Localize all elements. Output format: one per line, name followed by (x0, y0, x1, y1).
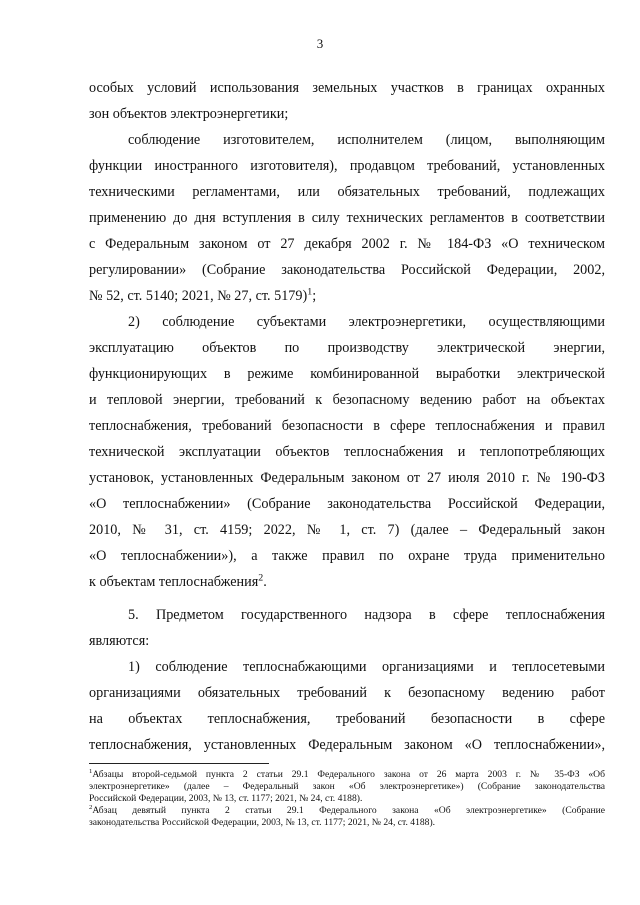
body-line: функционирующих в режиме комбинированной выработки электрической (89, 366, 605, 382)
body-line: «О теплоснабжении» (Собрание законодательства Российской Федерации, (89, 496, 605, 512)
footnote-ref-2: 2 (258, 572, 264, 584)
body-line: 2010, № 31, ст. 4159; 2022, № 1, ст. 7) (далее – Федеральный закон (89, 522, 605, 538)
footnote-line (89, 805, 605, 817)
body-line: являются: (89, 633, 150, 649)
body-line: 2) соблюдение субъектами электроэнергетики, осуществляющими (128, 314, 605, 330)
footnote-ref-1: 1 (307, 286, 313, 298)
body-line (89, 569, 605, 595)
body-line: применению до дня вступления в силу технических регламентов в соответствии (89, 210, 605, 226)
footnote-mark: 2 (89, 805, 93, 811)
body-line: теплоснабжения, требований безопасности в сфере теплоснабжения и правил (89, 418, 605, 434)
body-line: соблюдение изготовителем, исполнителем (лицом, выполняющим (128, 132, 605, 148)
body-line: технической эксплуатации объектов теплоснабжения и теплопотребляющих (89, 444, 605, 460)
footnote-line: Российской Федерации, 2003, № 13, ст. 1177; 2021, № 24, ст. 4188). (89, 793, 363, 804)
body-line: и тепловой энергии, требований к безопасному ведению работ на объектах (89, 392, 605, 408)
line-punct: . (263, 574, 267, 590)
footnote-line: электроэнергетике» (далее – Федеральный закон «Об электроэнергетике») (Собрание законодательства (89, 781, 605, 792)
body-line: техническими регламентами, или обязательных требований, подлежащих (89, 184, 605, 200)
body-line: эксплуатацию объектов по производству электрической энергии, (89, 340, 605, 356)
footnote-text: Абзац девятый пункта 2 статьи 29.1 Федерального закона «Об электроэнергетике» (Собрание (92, 805, 605, 816)
footnote-separator (89, 763, 269, 764)
body-line: на объектах теплоснабжения, требований безопасности в сфере (89, 711, 605, 727)
footnote-mark: 1 (89, 769, 93, 775)
body-line: регулировании» (Собрание законодательства Российской Федерации, 2002, (89, 262, 605, 278)
page-number: 3 (316, 36, 324, 51)
body-line: «О теплоснабжении»), а также правил по охране труда применительно (89, 548, 605, 564)
body-line: установок, установленных Федеральным законом от 27 июля 2010 г. № 190-ФЗ (89, 470, 605, 486)
body-line: 1) соблюдение теплоснабжающими организациями и теплосетевыми (128, 659, 605, 675)
body-line (89, 283, 605, 309)
footnote-text: Абзацы второй-седьмой пункта 2 статьи 29.1 Федерального закона от 26 марта 2003 г. № 35-ФЗ «Об (92, 769, 605, 780)
body-line: функции иностранного изготовителя), продавцом требований, установленных (89, 158, 605, 174)
body-line: теплоснабжения, установленных Федеральным законом «О теплоснабжении», (89, 737, 605, 753)
line-text: к объектам теплоснабжения (89, 574, 259, 590)
footnote-line: законодательства Российской Федерации, 2003, № 13, ст. 1177; 2021, № 24, ст. 4188). (89, 817, 436, 828)
body-line: зон объектов электроэнергетики; (89, 106, 289, 122)
body-line: организациями обязательных требований к безопасному ведению работ (89, 685, 605, 701)
footnote-line (89, 769, 605, 781)
body-line: особых условий использования земельных участков в границах охранных (89, 80, 605, 96)
line-text: № 52, ст. 5140; 2021, № 27, ст. 5179) (89, 288, 308, 304)
body-line: с Федеральным законом от 27 декабря 2002 г. № 184-ФЗ «О техническом (89, 236, 605, 252)
line-punct: ; (312, 288, 317, 304)
body-line: 5. Предметом государственного надзора в сфере теплоснабжения (128, 607, 605, 623)
